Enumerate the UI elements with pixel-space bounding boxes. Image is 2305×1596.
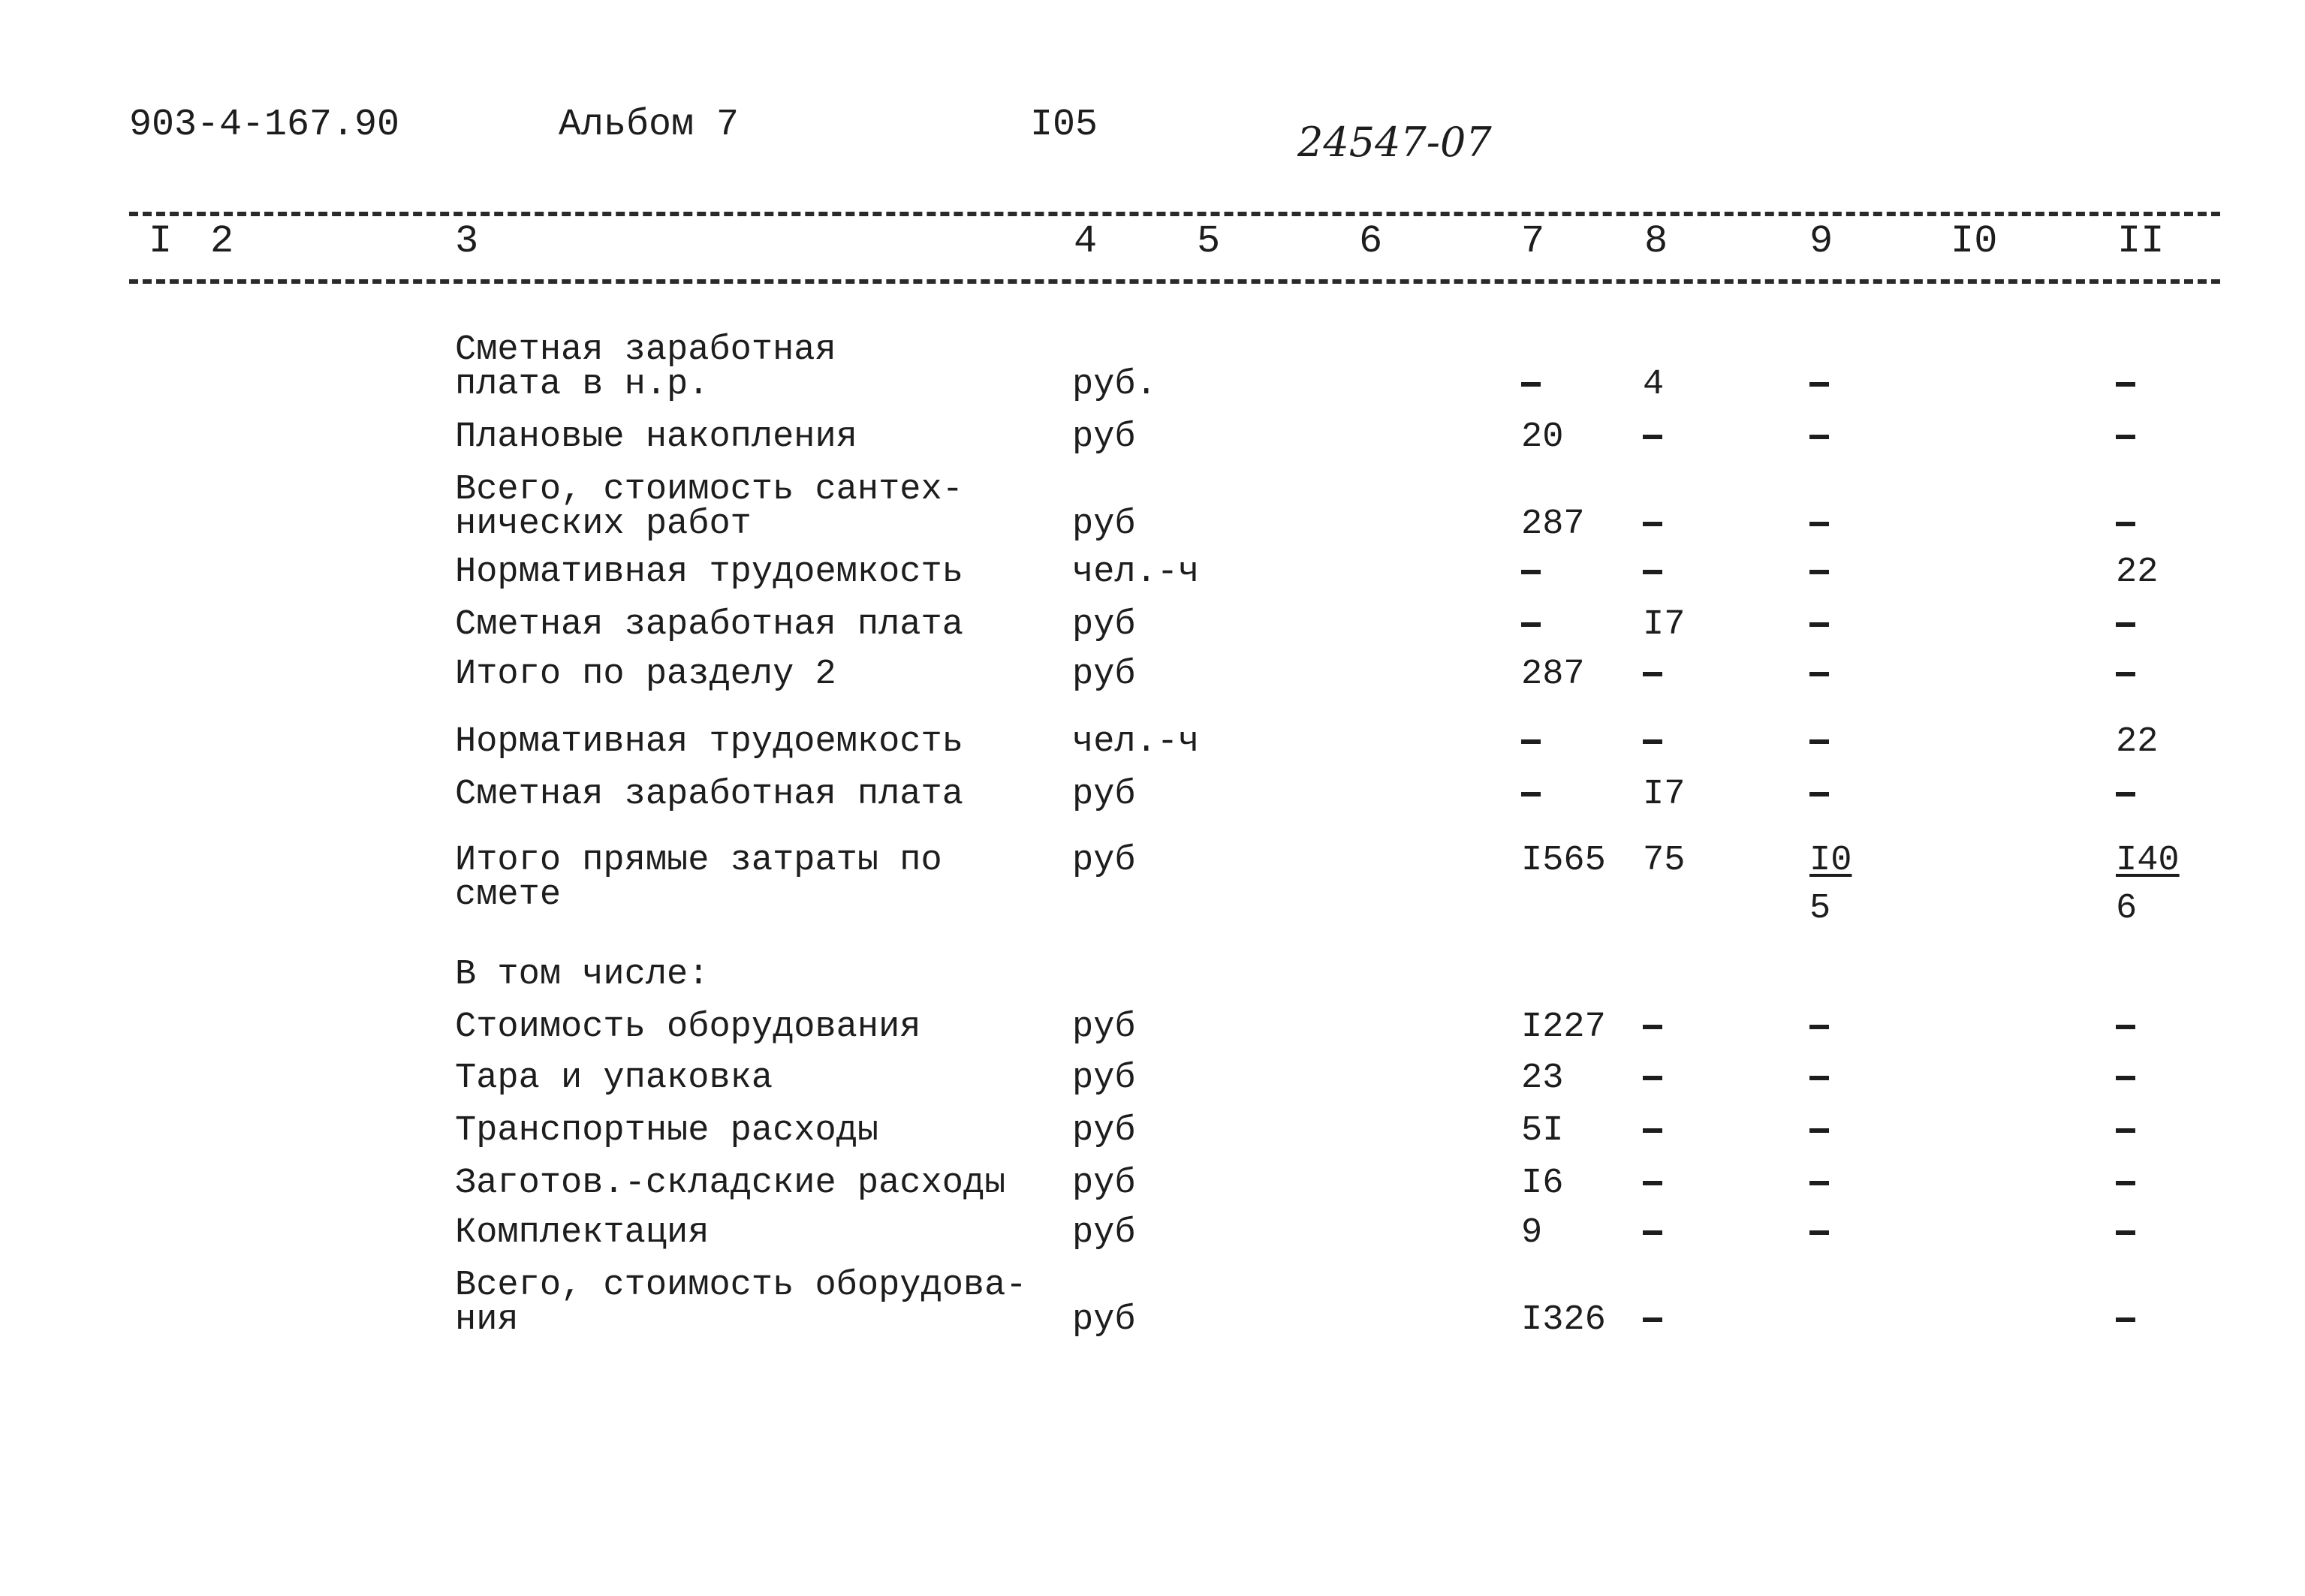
row-value-c8 [1643, 1061, 1662, 1096]
dash-mark [2116, 382, 2135, 387]
row-value-c9 [1809, 1216, 1829, 1251]
dash-mark [2116, 522, 2135, 526]
row-value-c11 [2116, 608, 2135, 643]
row-value-c11: 22 [2116, 722, 2159, 762]
row-unit: руб [1072, 1213, 1136, 1253]
row-value-c9 [1809, 556, 1829, 590]
dash-mark [1809, 792, 1829, 796]
fraction-denominator: 5 [1809, 889, 1831, 929]
row-value-c8 [1643, 1114, 1662, 1149]
row-unit: чел.-ч [1072, 722, 1200, 762]
row-value-c11 [2116, 1061, 2135, 1096]
fraction-numerator: I40 [2116, 841, 2180, 881]
page-number: I05 [1030, 104, 1098, 146]
row-value-c8: I7 [1643, 775, 1686, 815]
row-description-line: плата в н.р. [455, 365, 710, 405]
dash-mark [2116, 1128, 2135, 1133]
row-value-c7: 5I [1521, 1111, 1564, 1151]
row-value-c8 [1643, 1303, 1662, 1338]
row-unit: руб [1072, 1300, 1136, 1340]
row-value-c11 [2116, 778, 2135, 812]
dash-mark [1643, 1076, 1662, 1080]
column-number-10: I0 [1951, 219, 1998, 263]
row-value-c8 [1643, 1167, 1662, 1201]
row-value-c8 [1643, 1010, 1662, 1045]
dash-mark [1643, 672, 1662, 676]
row-description-line: Комплектация [455, 1213, 710, 1253]
column-number-1: I [149, 219, 173, 263]
dash-mark [1521, 570, 1541, 574]
dash-mark [1643, 522, 1662, 526]
dash-mark [1521, 382, 1541, 387]
dash-mark [2116, 435, 2135, 439]
row-value-c7: I227 [1521, 1007, 1606, 1047]
row-unit: руб [1072, 655, 1136, 694]
row-value-c7 [1521, 368, 1541, 402]
row-unit: руб [1072, 1058, 1136, 1098]
column-number-11: II [2117, 219, 2165, 263]
row-value-c9 [1809, 725, 1829, 760]
row-value-c9 [1809, 507, 1829, 542]
row-description-line: Нормативная трудоемкость [455, 553, 963, 592]
row-value-c9 [1809, 1114, 1829, 1149]
row-value-c9 [1809, 778, 1829, 812]
dash-mark [2116, 1076, 2135, 1080]
album-label: Альбом 7 [559, 104, 740, 146]
dash-mark [2116, 1230, 2135, 1235]
row-value-c7: 287 [1521, 504, 1585, 544]
row-value-c9 [1809, 608, 1829, 643]
row-value-c7: 20 [1521, 417, 1564, 457]
row-value-c8 [1643, 1216, 1662, 1251]
row-value-c11 [2116, 1010, 2135, 1045]
row-unit: руб [1072, 605, 1136, 645]
row-value-c11 [2116, 368, 2135, 402]
dash-mark [1643, 435, 1662, 439]
dash-mark [1809, 1230, 1829, 1235]
column-number-8: 8 [1644, 219, 1668, 263]
dash-mark [1809, 570, 1829, 574]
row-value-c8 [1643, 725, 1662, 760]
row-unit: руб [1072, 1111, 1136, 1151]
row-value-c7 [1521, 725, 1541, 760]
fraction-numerator: I0 [1809, 841, 1852, 881]
row-description-line: ния [455, 1300, 519, 1340]
dash-mark [1643, 1128, 1662, 1133]
column-number-7: 7 [1521, 219, 1545, 263]
row-description-line: Транспортные расходы [455, 1111, 879, 1151]
row-value-c7 [1521, 608, 1541, 643]
dash-mark [2116, 792, 2135, 796]
row-value-c11: 22 [2116, 553, 2159, 592]
row-description-line: Заготов.-складские расходы [455, 1164, 1006, 1203]
dash-mark [1809, 672, 1829, 676]
dash-mark [1809, 1025, 1829, 1029]
dash-mark [1809, 1076, 1829, 1080]
row-value-c9 [1809, 368, 1829, 402]
row-description-line: Всего, стоимость оборудова- [455, 1266, 1027, 1305]
row-value-c7: 23 [1521, 1058, 1564, 1098]
dash-mark [1643, 1317, 1662, 1322]
row-description-line: Плановые накопления [455, 417, 857, 457]
row-description-line: Сметная заработная плата [455, 775, 963, 815]
row-value-c9 [1809, 1010, 1829, 1045]
row-value-c9 [1809, 841, 1852, 929]
row-value-c8: 4 [1643, 365, 1665, 405]
row-unit: руб [1072, 1164, 1136, 1203]
dash-mark [1809, 435, 1829, 439]
row-unit: руб [1072, 417, 1136, 457]
row-value-c8: I7 [1643, 605, 1686, 645]
dash-mark [2116, 1317, 2135, 1322]
dash-mark [1809, 1128, 1829, 1133]
row-description-line: нических работ [455, 504, 752, 544]
row-value-c7: I6 [1521, 1164, 1564, 1203]
dash-mark [1521, 792, 1541, 796]
row-value-c8 [1643, 658, 1662, 692]
dash-mark [1643, 739, 1662, 744]
row-value-c9 [1809, 658, 1829, 692]
row-value-c8: 75 [1643, 841, 1686, 881]
dash-mark [1643, 1025, 1662, 1029]
row-unit: чел.-ч [1072, 553, 1200, 592]
row-value-c7: I565 [1521, 841, 1606, 881]
dash-mark [2116, 1181, 2135, 1185]
row-description-line: Итого прямые затраты по [455, 841, 942, 881]
dash-mark [1643, 1181, 1662, 1185]
row-value-c11 [2116, 841, 2180, 929]
row-value-c11 [2116, 420, 2135, 455]
row-value-c7 [1521, 556, 1541, 590]
row-value-c11 [2116, 658, 2135, 692]
row-unit: руб. [1072, 365, 1157, 405]
row-unit: руб [1072, 841, 1136, 881]
row-unit: руб [1072, 1007, 1136, 1047]
row-value-c7: 9 [1521, 1213, 1543, 1253]
row-description-line: Всего, стоимость сантех- [455, 470, 963, 510]
fraction-denominator: 6 [2116, 889, 2138, 929]
fraction-value [2116, 841, 2180, 929]
row-value-c11 [2116, 1216, 2135, 1251]
column-number-9: 9 [1809, 219, 1833, 263]
dash-mark [1521, 622, 1541, 627]
row-value-c11 [2116, 1167, 2135, 1201]
column-number-4: 4 [1074, 219, 1098, 263]
row-unit: руб [1072, 775, 1136, 815]
dash-mark [1809, 622, 1829, 627]
document-code: 903-4-167.90 [129, 104, 400, 146]
row-value-c11 [2116, 1303, 2135, 1338]
fraction-value [1809, 841, 1852, 929]
dash-mark [1643, 1230, 1662, 1235]
dash-mark [2116, 622, 2135, 627]
row-value-c8 [1643, 556, 1662, 590]
column-number-6: 6 [1359, 219, 1383, 263]
row-unit: руб [1072, 504, 1136, 544]
row-description-line: Итого по разделу 2 [455, 655, 836, 694]
row-description-line: В том числе: [455, 955, 710, 995]
column-number-2: 2 [210, 219, 234, 263]
dash-mark [1809, 522, 1829, 526]
row-description-line: Тара и упаковка [455, 1058, 773, 1098]
row-description-line: смете [455, 875, 562, 915]
row-value-c8 [1643, 507, 1662, 542]
dash-mark [2116, 1025, 2135, 1029]
row-value-c9 [1809, 1167, 1829, 1201]
column-number-3: 3 [455, 219, 479, 263]
dash-mark [1643, 570, 1662, 574]
row-description-line: Стоимость оборудования [455, 1007, 921, 1047]
row-value-c11 [2116, 1114, 2135, 1149]
dash-mark [1521, 739, 1541, 744]
row-value-c8 [1643, 420, 1662, 455]
row-value-c7: 287 [1521, 655, 1585, 694]
row-description-line: Сметная заработная [455, 330, 836, 370]
row-value-c7 [1521, 778, 1541, 812]
inventory-number: 24547-07 [1297, 119, 1492, 166]
row-value-c7: I326 [1521, 1300, 1606, 1340]
dash-mark [1809, 1181, 1829, 1185]
dash-mark [1809, 382, 1829, 387]
row-description-line: Сметная заработная плата [455, 605, 963, 645]
row-value-c11 [2116, 507, 2135, 542]
row-value-c9 [1809, 1061, 1829, 1096]
column-number-5: 5 [1197, 219, 1221, 263]
row-value-c9 [1809, 420, 1829, 455]
row-description-line: Нормативная трудоемкость [455, 722, 963, 762]
dash-mark [1809, 739, 1829, 744]
dash-mark [2116, 672, 2135, 676]
